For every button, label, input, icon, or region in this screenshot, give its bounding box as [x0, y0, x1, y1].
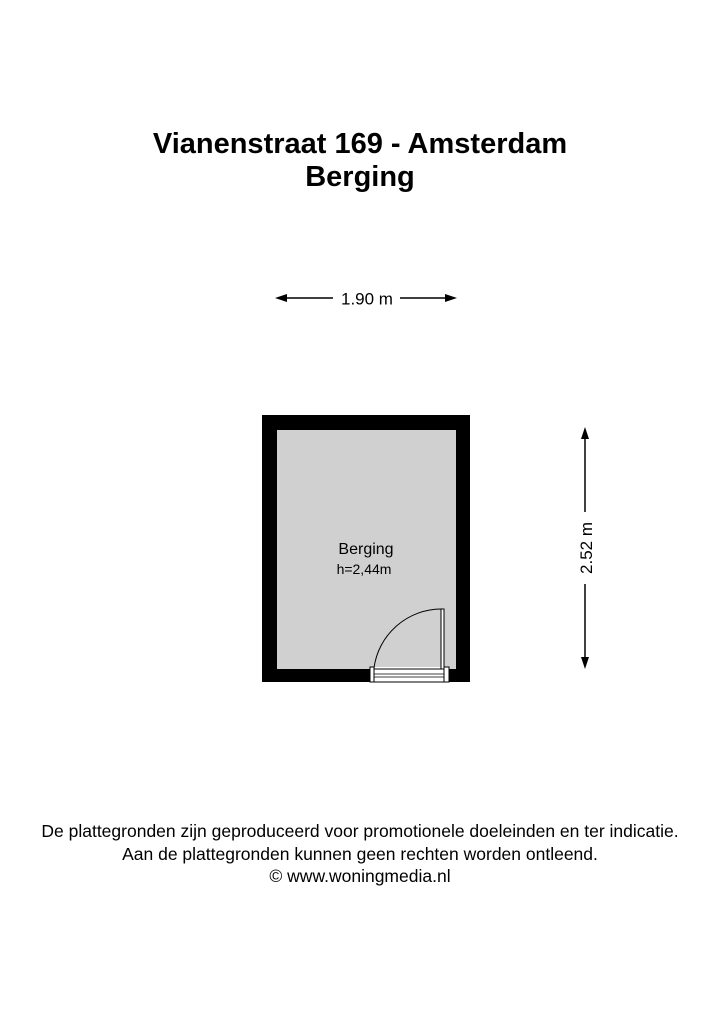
door-jamb-left [370, 667, 374, 682]
arrow-left-icon [275, 294, 287, 302]
room-name-label: Berging [338, 541, 394, 558]
room-height-label: h=2,44m [336, 561, 392, 577]
disclaimer-line-1: De plattegronden zijn geproduceerd voor promotionele doeleinden en ter indicatie. [41, 821, 679, 841]
disclaimer-line-2: Aan de plattegronden kunnen geen rechten worden ontleend. [122, 844, 598, 864]
arrow-up-icon [581, 427, 589, 439]
plan-address-title: Vianenstraat 169 - Amsterdam [152, 128, 568, 160]
arrow-right-icon [445, 294, 457, 302]
depth-dimension-label: 2.52 m [577, 522, 596, 574]
width-dimension-label: 1.90 m [341, 289, 393, 309]
width-dimension [275, 290, 457, 309]
plan-floor-title: Berging [305, 161, 415, 193]
depth-dimension [577, 427, 596, 669]
door-leaf [441, 609, 444, 669]
arrow-down-icon [581, 657, 589, 669]
door-jamb-right [444, 667, 449, 682]
copyright-line: © www.woningmedia.nl [269, 866, 451, 886]
room-berging [262, 415, 470, 682]
